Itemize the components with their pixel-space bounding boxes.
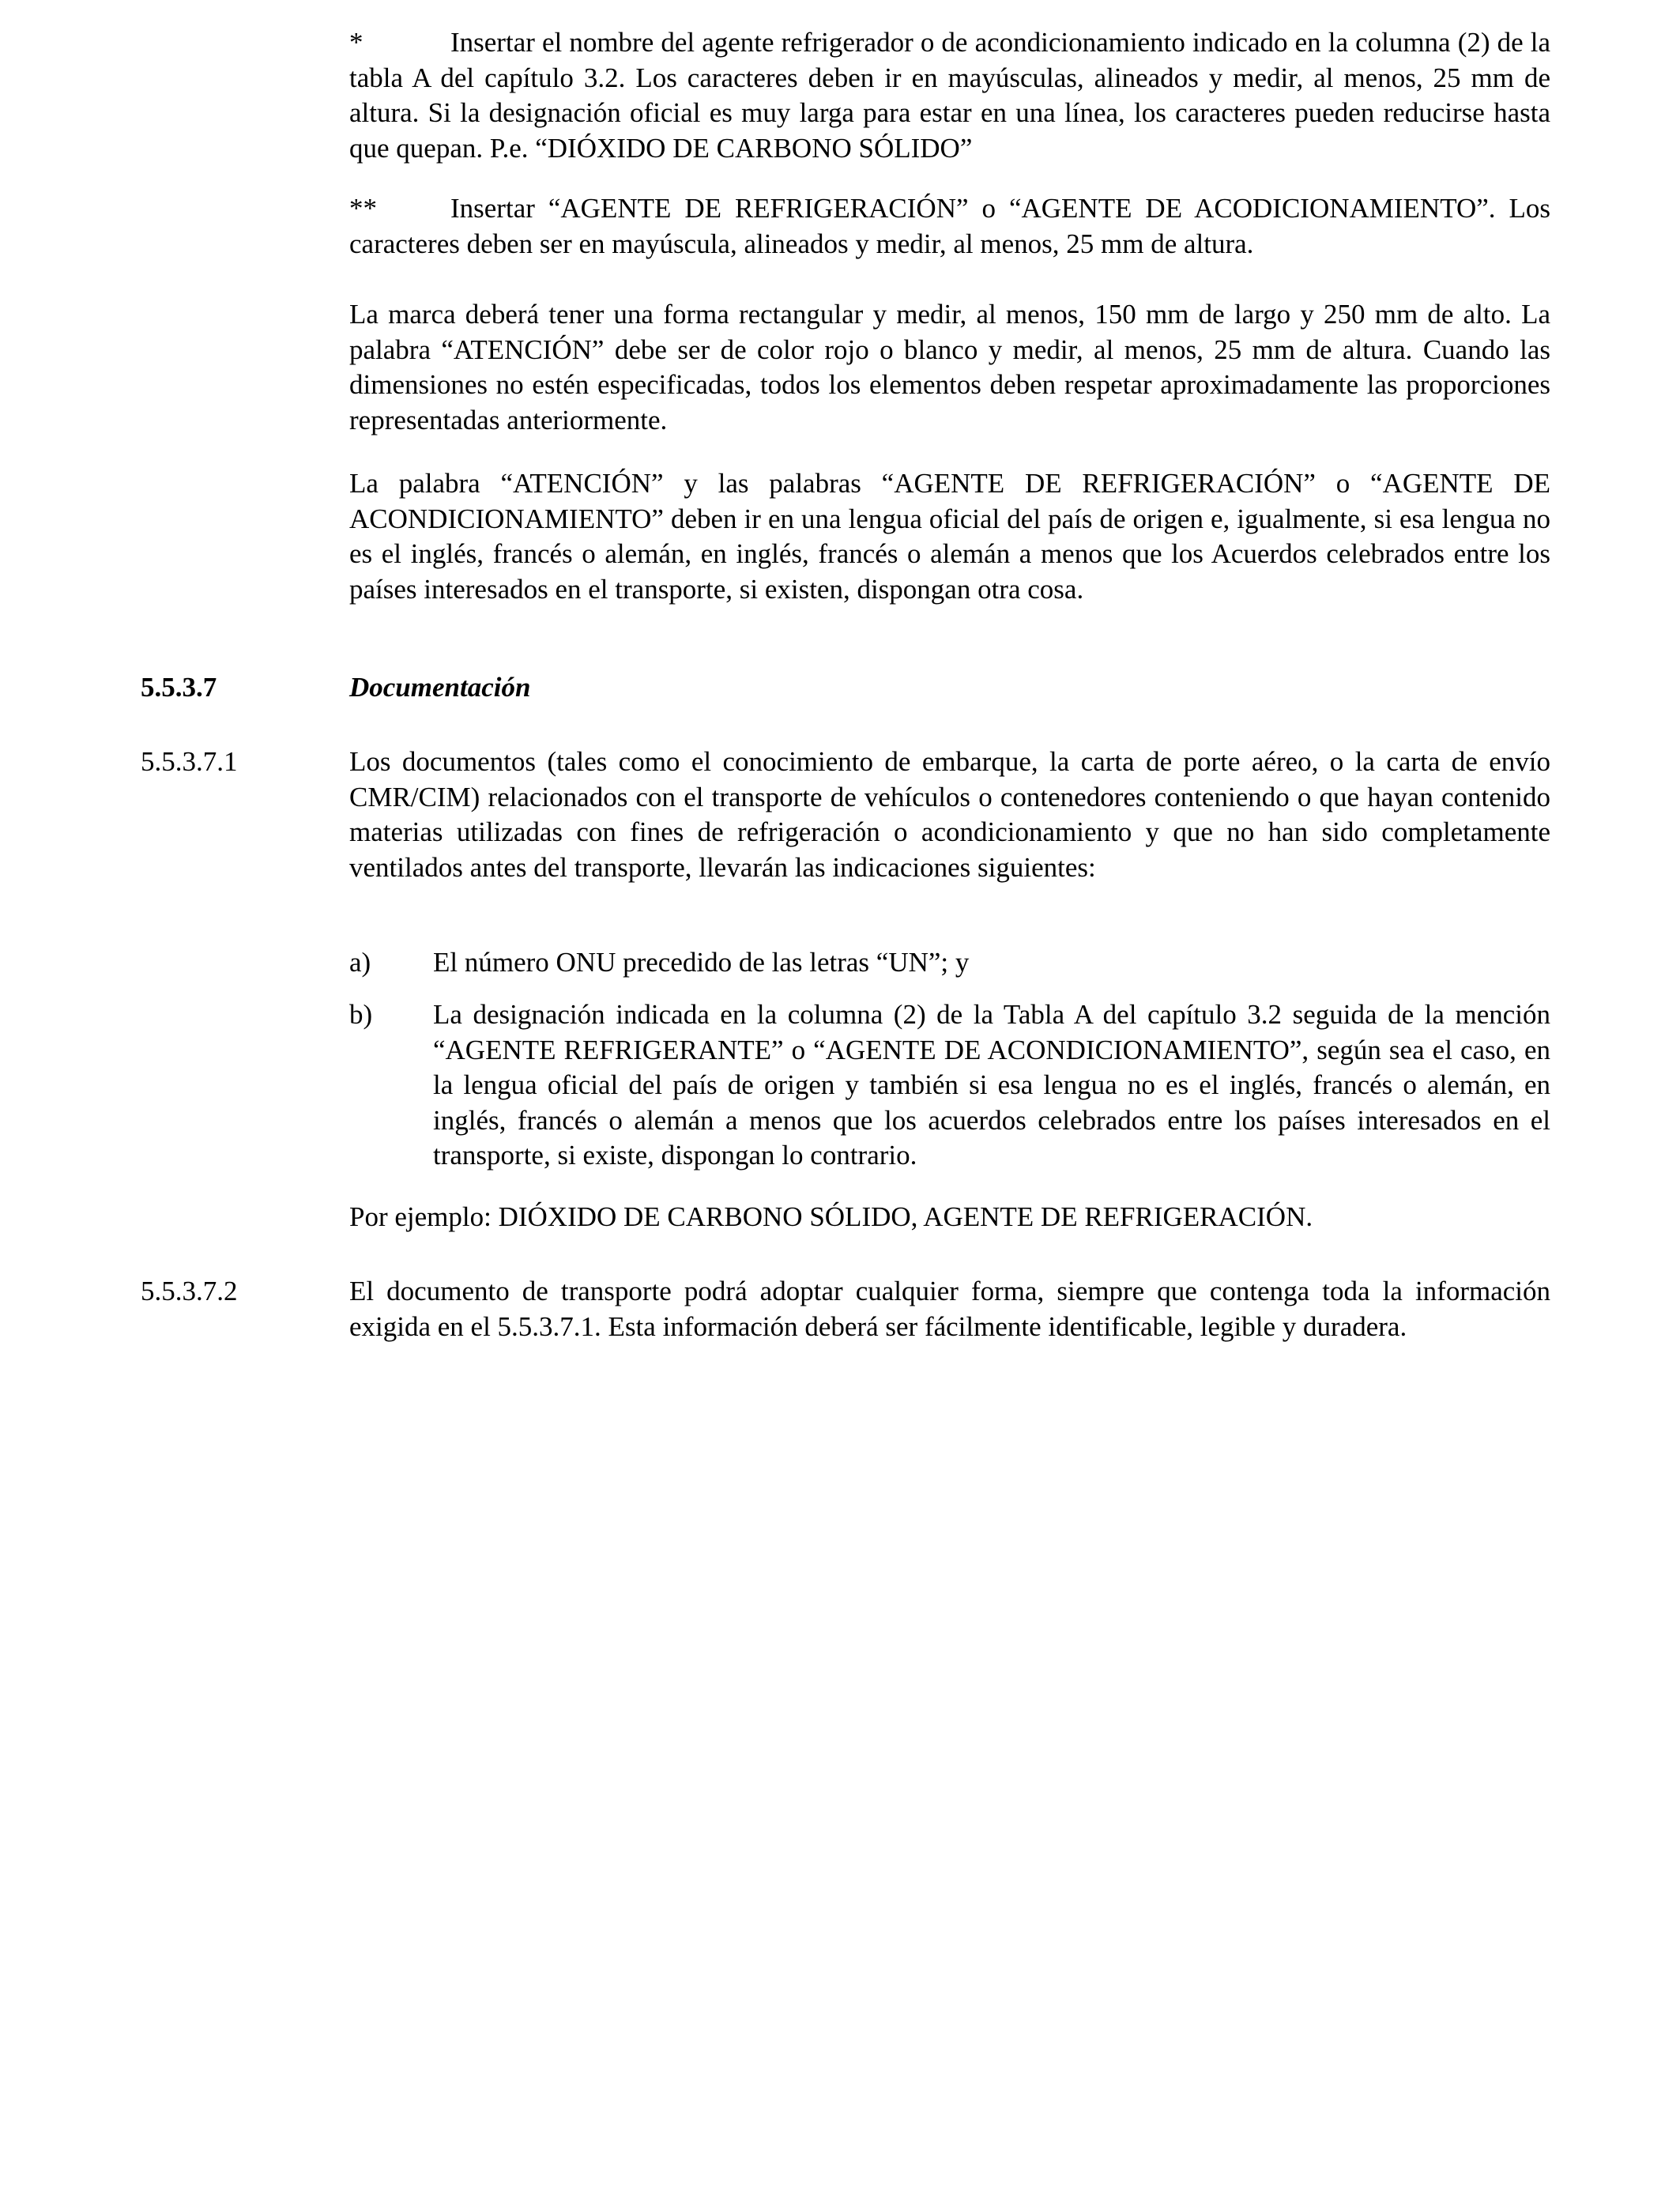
subsection-1-number: 5.5.3.7.1 bbox=[141, 746, 238, 777]
section-number: 5.5.3.7 bbox=[141, 672, 217, 703]
section-title: Documentación bbox=[349, 672, 531, 703]
list-item-a-text: El número ONU precedido de las letras “UN”; y bbox=[433, 947, 970, 978]
note-1-text: Insertar el nombre del agente refrigerador o de acondicionamiento indicado en la columna (2) de la tabla A del capítulo 3.2. Los caracteres deben ir en mayúsculas, alineados y medir, al menos, 25 mm de altura. Si la designación oficial es muy larga para estar en una línea, los caracteres pueden reducirse hasta que quepan. P.e. “DIÓXIDO DE CARBONO SÓLIDO” bbox=[349, 27, 1550, 164]
note-2 bbox=[349, 191, 1550, 262]
mark-size-paragraph: La marca deberá tener una forma rectangular y medir, al menos, 150 mm de largo y 250 mm de alto. La palabra “ATENCIÓN” debe ser de color rojo o blanco y medir, al menos, 25 mm de altura. Cuando las dimensiones no estén especificadas, todos los elementos deben respetar aproximadamente las proporciones representadas anteriormente. bbox=[349, 299, 1550, 435]
note-1-marker: * bbox=[349, 27, 363, 58]
language-paragraph: La palabra “ATENCIÓN” y las palabras “AGENTE DE REFRIGERACIÓN” o “AGENTE DE ACONDICIONAMIENTO” deben ir en una lengua oficial del país de origen e, igualmente, si esa lengua no es el inglés, francés o alemán, en inglés, francés o alemán a menos que los Acuerdos celebrados entre los países interesados en el transporte, si existen, dispongan otra cosa. bbox=[349, 468, 1550, 605]
list-item-b-text: La designación indicada en la columna (2) de la Tabla A del capítulo 3.2 seguida de la mención “AGENTE REFRIGERANTE” o “AGENTE DE ACONDICIONAMIENTO”, según sea el caso, en la lengua oficial del país de origen y también si esa lengua no es el inglés, francés o alemán, en inglés, francés o alemán a menos que los acuerdos celebrados entre los países interesados en el transporte, si existe, dispongan lo contrario. bbox=[433, 999, 1550, 1171]
note-1 bbox=[349, 25, 1550, 166]
note-2-marker: ** bbox=[349, 193, 377, 224]
note-2-text: Insertar “AGENTE DE REFRIGERACIÓN” o “AGENTE DE ACODICIONAMIENTO”. Los caracteres deben ser en mayúscula, alineados y medir, al menos, 25 mm de altura. bbox=[349, 193, 1550, 259]
example-line: Por ejemplo: DIÓXIDO DE CARBONO SÓLIDO, AGENTE DE REFRIGERACIÓN. bbox=[349, 1201, 1313, 1232]
subsection-2-text: El documento de transporte podrá adoptar cualquier forma, siempre que contenga toda la información exigida en el 5.5.3.7.1. Esta información deberá ser fácilmente identificable, legible y duradera. bbox=[349, 1276, 1550, 1342]
list-item-a-label: a) bbox=[349, 947, 371, 978]
subsection-2-number: 5.5.3.7.2 bbox=[141, 1276, 238, 1306]
subsection-1-text: Los documentos (tales como el conocimiento de embarque, la carta de porte aéreo, o la carta de envío CMR/CIM) relacionados con el transporte de vehículos o contenedores conteniendo o que hayan contenido materias utilizadas con fines de refrigeración o acondicionamiento y que no han sido completamente ventilados antes del transporte, llevarán las indicaciones siguientes: bbox=[349, 746, 1550, 883]
list-item-b-label: b) bbox=[349, 999, 373, 1030]
